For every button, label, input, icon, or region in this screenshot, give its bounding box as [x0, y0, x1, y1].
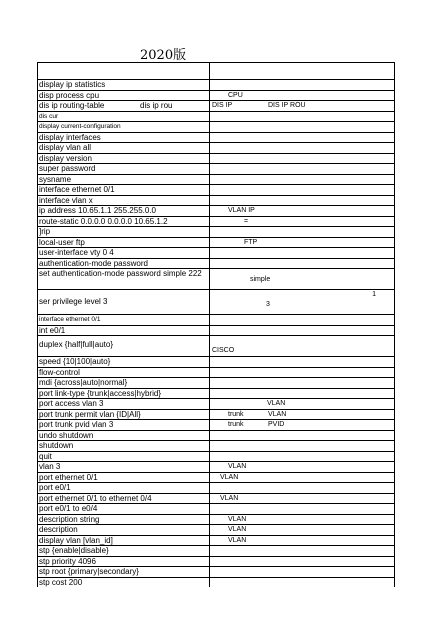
table-row — [38, 557, 395, 568]
cmd-cell: quit — [38, 452, 210, 462]
note-cell — [210, 546, 395, 556]
cmd-cell: undo shutdown — [38, 431, 210, 441]
table-row — [38, 196, 395, 207]
note-cell — [210, 63, 395, 79]
note-cell — [210, 238, 395, 248]
note-cell — [210, 315, 395, 325]
table-row — [38, 112, 395, 123]
table-row — [38, 368, 395, 379]
note-cell — [210, 399, 395, 409]
note-text: VLAN — [228, 463, 247, 470]
note-cell — [210, 122, 395, 132]
note-cell — [210, 368, 395, 378]
note-cell — [210, 269, 395, 289]
note-text: VLAN — [228, 536, 247, 544]
note-cell — [210, 185, 395, 195]
note-cell — [210, 206, 395, 216]
table-row — [38, 525, 395, 536]
table-row — [38, 269, 395, 290]
cmd-cell: display current-configuration — [38, 122, 210, 132]
note-text: VLAN — [228, 515, 247, 523]
note-cell — [210, 290, 395, 314]
command-table — [37, 62, 395, 587]
table-row — [38, 91, 395, 102]
table-row — [38, 133, 395, 144]
note-cell — [210, 133, 395, 143]
note-cell — [210, 557, 395, 567]
table-row — [38, 378, 395, 389]
cmd-text: dis ip routing-table — [39, 101, 105, 110]
note-text: trunk — [228, 421, 244, 428]
table-row — [38, 410, 395, 421]
table-row — [38, 63, 395, 80]
cmd-cell: port e0/1 — [38, 483, 210, 493]
cmd-cell: authentication-mode password — [38, 259, 210, 269]
note-cell — [210, 143, 395, 153]
note-cell — [210, 357, 395, 367]
note-cell — [210, 452, 395, 462]
cmd-cell: stp cost 200 — [38, 578, 210, 588]
cmd-cell: interface vlan x — [38, 196, 210, 206]
note-cell — [210, 112, 395, 122]
note-cell — [210, 259, 395, 269]
note-cell — [210, 483, 395, 493]
table-row — [38, 357, 395, 368]
table-row — [38, 462, 395, 473]
note-text: CISCO — [212, 347, 235, 354]
note-cell — [210, 101, 395, 111]
note-cell — [210, 175, 395, 185]
cmd-cell: ip address 10.65.1.1 255.255.0.0 — [38, 206, 210, 216]
note-cell — [210, 196, 395, 206]
note-text: trunk — [228, 410, 244, 418]
cmd-cell: set authentication-mode password simple 222 — [38, 269, 210, 289]
cmd-cell: local-user ftp — [38, 238, 210, 248]
cmd-cell: port link-type {trunk|access|hybrid} — [38, 389, 210, 399]
note-cell — [210, 326, 395, 336]
cmd-cell: route-static 0.0.0.0 0.0.0.0 10.65.1.2 — [38, 217, 210, 227]
table-row — [38, 389, 395, 400]
table-row — [38, 164, 395, 175]
cmd-cell: int e0/1 — [38, 326, 210, 336]
table-row — [38, 483, 395, 494]
note-text-2: DIS IP ROU — [268, 102, 306, 109]
cmd-cell: ser privilege level 3 — [38, 290, 210, 314]
note-text-2: VLAN — [268, 410, 287, 418]
cmd-cell: description — [38, 525, 210, 535]
cmd-cell: display version — [38, 154, 210, 164]
cmd-cell: dis cur — [38, 112, 210, 122]
cmd-alias: dis ip rou — [140, 101, 173, 110]
note-cell — [210, 504, 395, 514]
table-row — [38, 206, 395, 217]
note-text: VLAN — [220, 494, 239, 502]
cmd-cell: port e0/1 to e0/4 — [38, 504, 210, 514]
cmd-cell: speed {10|100|auto} — [38, 357, 210, 367]
note-text: VLAN — [267, 400, 286, 407]
page-title: 2020版 — [140, 48, 187, 63]
note-cell — [210, 389, 395, 399]
note-cell — [210, 154, 395, 164]
note-cell — [210, 378, 395, 388]
table-row — [38, 441, 395, 452]
table-row — [38, 494, 395, 505]
note-text: DIS IP — [212, 102, 233, 109]
cmd-cell: port ethernet 0/1 to ethernet 0/4 — [38, 494, 210, 504]
cmd-cell: port trunk permit vlan {ID|All} — [38, 410, 210, 420]
table-row — [38, 80, 395, 91]
cmd-cell: display ip statistics — [38, 80, 210, 90]
note-cell — [210, 431, 395, 441]
cmd-cell: display vlan all — [38, 143, 210, 153]
cmd-cell: interface ethernet 0/1 — [38, 315, 210, 325]
note-cell — [210, 462, 395, 472]
table-row — [38, 248, 395, 259]
note-cell — [210, 536, 395, 546]
cmd-cell: port access vlan 3 — [38, 399, 210, 409]
note-cell — [210, 80, 395, 90]
note-cell — [210, 525, 395, 535]
note-cell — [210, 91, 395, 101]
cmd-cell: duplex {half|full|auto} — [38, 336, 210, 356]
table-row — [38, 175, 395, 186]
table-row — [38, 546, 395, 557]
table-row — [38, 143, 395, 154]
table-row — [38, 567, 395, 578]
cmd-cell — [38, 63, 210, 79]
note-cell — [210, 336, 395, 356]
cmd-cell: user-interface vty 0 4 — [38, 248, 210, 258]
note-text: simple — [250, 276, 271, 283]
table-row — [38, 259, 395, 270]
cmd-cell: flow-control — [38, 368, 210, 378]
table-row — [38, 154, 395, 165]
note-cell — [210, 441, 395, 451]
table-row — [38, 217, 395, 228]
table-row — [38, 238, 395, 249]
cmd-cell: interface ethernet 0/1 — [38, 185, 210, 195]
table-row — [38, 515, 395, 526]
table-row — [38, 290, 395, 315]
note-text: = — [244, 217, 249, 225]
note-text: VLAN — [220, 473, 239, 481]
table-row — [38, 336, 395, 357]
table-row — [38, 473, 395, 484]
note-cell — [210, 420, 395, 430]
table-row — [38, 536, 395, 547]
note-cell — [210, 248, 395, 258]
note-cell — [210, 567, 395, 577]
cmd-cell: stp root {primary|secondary} — [38, 567, 210, 577]
cmd-cell: description string — [38, 515, 210, 525]
cmd-cell: mdi {across|auto|normal} — [38, 378, 210, 388]
table-row — [38, 431, 395, 442]
table-row — [38, 578, 395, 588]
cmd-cell: super password — [38, 164, 210, 174]
table-row — [38, 326, 395, 337]
note-cell — [210, 473, 395, 483]
table-row — [38, 315, 395, 326]
note-cell — [210, 578, 395, 588]
cmd-cell: stp {enable|disable} — [38, 546, 210, 556]
note-cell — [210, 410, 395, 420]
cmd-cell: disp process cpu — [38, 91, 210, 101]
note-cell — [210, 515, 395, 525]
cmd-cell: stp priority 4096 — [38, 557, 210, 567]
cmd-cell: ]rip — [38, 227, 210, 237]
cmd-cell: display vlan [vlan_id] — [38, 536, 210, 546]
table-row — [38, 122, 395, 133]
cmd-cell: sysname — [38, 175, 210, 185]
note-cell — [210, 217, 395, 227]
table-row — [38, 227, 395, 238]
note-text: VLAN — [228, 526, 247, 533]
table-row — [38, 399, 395, 410]
note-cell — [210, 494, 395, 504]
cmd-cell: port trunk pvid vlan 3 — [38, 420, 210, 430]
note-text: CPU — [228, 91, 243, 99]
note-cell — [210, 164, 395, 174]
cmd-cell: port ethernet 0/1 — [38, 473, 210, 483]
note-text-2: PVID — [268, 421, 285, 428]
table-row — [38, 452, 395, 463]
table-row — [38, 504, 395, 515]
cmd-cell: vlan 3 — [38, 462, 210, 472]
table-row — [38, 420, 395, 431]
note-cell — [210, 227, 395, 237]
table-row — [38, 185, 395, 196]
table-row — [38, 101, 395, 112]
note-text: VLAN IP — [228, 207, 255, 214]
cmd-cell — [38, 101, 210, 111]
cmd-cell: display interfaces — [38, 133, 210, 143]
note-text: 1 — [372, 291, 376, 298]
note-text: FTP — [244, 238, 258, 246]
note-text-2: 3 — [266, 301, 270, 308]
cmd-cell: shutdown — [38, 441, 210, 451]
